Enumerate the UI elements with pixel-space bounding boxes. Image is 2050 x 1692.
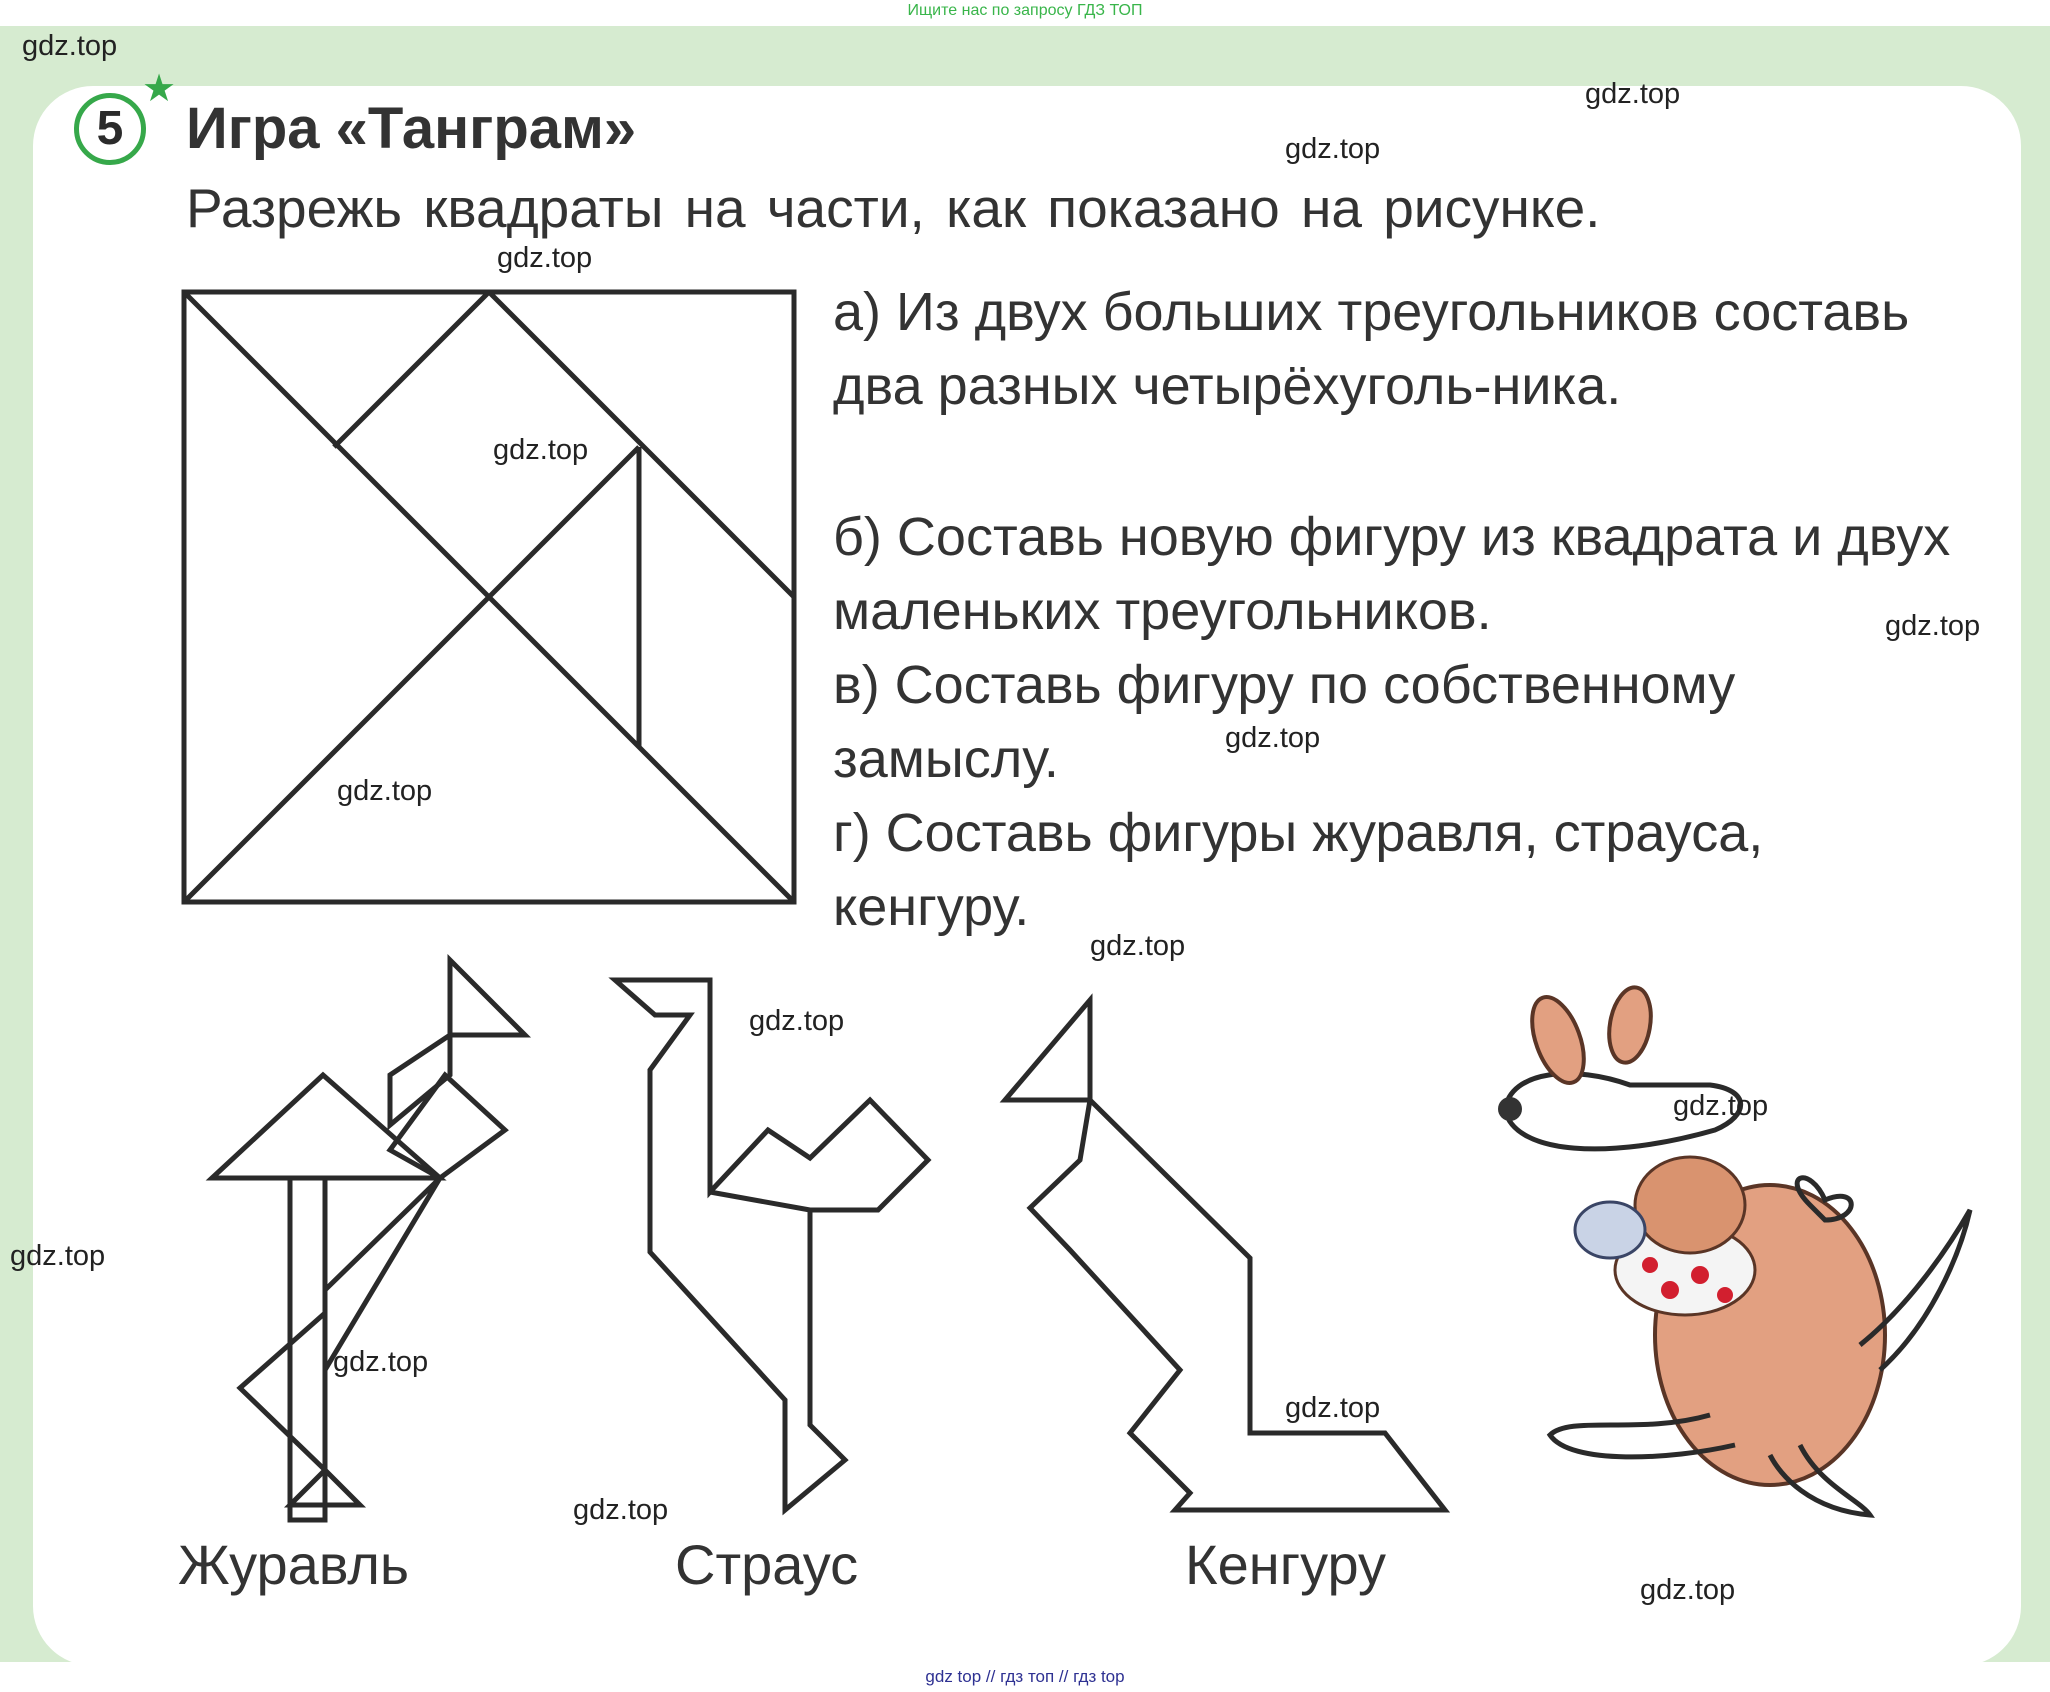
watermark: gdz.top: [749, 1005, 845, 1037]
watermark: gdz.top: [497, 242, 593, 274]
kangaroo-figure: [1000, 1000, 1460, 1520]
watermark: gdz.top: [22, 30, 118, 62]
task-b: б) Составь новую фигуру из квадрата и двух маленьких треугольников.: [833, 507, 1951, 641]
star-icon: ★: [142, 68, 177, 110]
caption-crane: Журавль: [178, 1533, 410, 1596]
watermark: gdz.top: [1673, 1090, 1769, 1122]
exercise-number-badge: 5: [74, 93, 146, 165]
watermark: gdz.top: [333, 1346, 429, 1378]
watermark: gdz.top: [1585, 78, 1681, 110]
task-a: а) Из двух больших треугольников составь два разных четырёхуголь-ника.: [833, 282, 1910, 416]
watermark: gdz.top: [1285, 133, 1381, 165]
exercise-title: Игра «Танграм»: [186, 96, 637, 161]
exercise-instruction: Разрежь квадраты на части, как показано на рисунке.: [186, 177, 1601, 239]
caption-ostrich: Страус: [675, 1533, 859, 1596]
footer-links[interactable]: gdz top // гдз топ // гдз top: [925, 1667, 1125, 1686]
ostrich-figure: [610, 970, 940, 1510]
kangaroo-illustration: [1480, 995, 1980, 1515]
watermark: gdz.top: [573, 1494, 669, 1526]
watermark: gdz.top: [1640, 1574, 1736, 1606]
watermark: gdz.top: [1225, 722, 1321, 754]
watermark: gdz.top: [493, 434, 589, 466]
crane-figure: [200, 950, 540, 1520]
watermark: gdz.top: [1090, 930, 1186, 962]
watermark: gdz.top: [1885, 610, 1981, 642]
task-c: в) Составь фигуру по собственному замыслу.: [833, 655, 1736, 789]
watermark: gdz.top: [10, 1240, 106, 1272]
watermark: gdz.top: [1285, 1392, 1381, 1424]
search-hint-bar[interactable]: Ищите нас по запросу ГДЗ ТОП: [907, 2, 1143, 19]
task-d: г) Составь фигуры журавля, страуса, кенгуру.: [833, 803, 1764, 937]
tangram-square-diagram: [180, 288, 800, 908]
watermark: gdz.top: [337, 775, 433, 807]
caption-kangaroo: Кенгуру: [1185, 1533, 1387, 1596]
